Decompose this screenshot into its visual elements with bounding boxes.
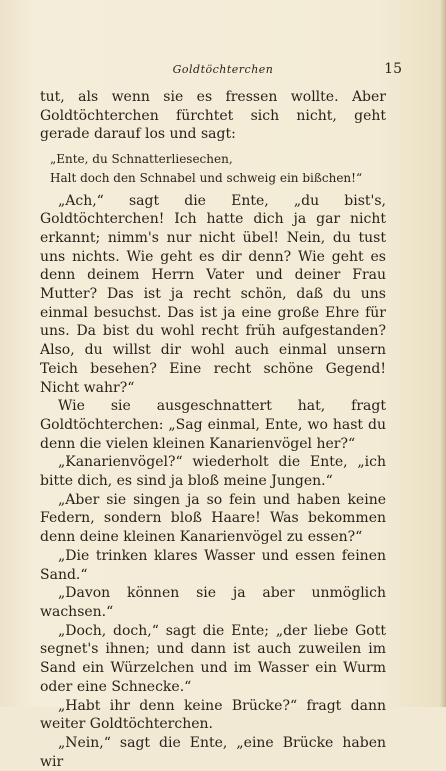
verse-line: Halt doch den Schnabel und schweig ein bißchen!“ <box>50 170 363 185</box>
running-title: Goldtöchterchen <box>172 63 274 76</box>
running-header <box>40 63 406 79</box>
page-number: 15 <box>384 61 402 77</box>
paragraph: „Davon können sie ja aber unmöglich wachsen.“ <box>40 585 386 620</box>
page-edge-shadow <box>440 0 446 707</box>
verse-block <box>40 150 386 187</box>
body-text <box>40 88 386 771</box>
paragraph: „Ach,“ sagt die Ente, „du bist's, Goldtöchterchen! Ich hatte dich ja gar nicht erkannt; nimm's nur nicht übel! Nein, du tust uns nichts. Wie geht es dir denn? Wie geht es denn deinem Herrn Vater und deiner Frau Mutter? Das ist ja recht schön, daß du uns einmal besuchst. Das ist ja eine große Ehre für uns. Da bist du wohl recht früh aufgestanden? Also, du willst dir wohl auch einmal unsern Teich besehen? Eine recht schöne Gegend! Nicht wahr?“ <box>40 192 386 396</box>
verse-line: „Ente, du Schnatterliesechen, <box>50 152 233 167</box>
paragraph: tut, als wenn sie es fressen wollte. Aber Goldtöchterchen fürchtet sich nicht, geht gerade darauf los und sagt: <box>40 89 386 143</box>
paragraph: Wie sie ausgeschnattert hat, fragt Goldtöchterchen: „Sag einmal, Ente, wo hast du denn die vielen kleinen Kanarienvögel her?“ <box>40 398 386 452</box>
paragraph: „Kanarienvögel?“ wiederholt die Ente, „ich bitte dich, es sind ja bloß meine Jungen.“ <box>40 454 386 490</box>
paragraph: „Habt ihr denn keine Brücke?“ fragt dann weiter Goldtöchterchen. <box>40 697 386 733</box>
paragraph: „Die trinken klares Wasser und essen feinen Sand.“ <box>40 547 386 583</box>
paragraph: „Doch, doch,“ sagt die Ente; „der liebe Gott segnet's ihnen; und dann ist auch zuweilen im Sand ein Würzelchen und im Wasser ein Wurm oder eine Schnecke.“ <box>40 622 386 695</box>
paragraph: „Aber sie singen ja so fein und haben keine Federn, sondern bloß Haare! Was bekommen denn deine kleinen Kanarienvögel zu essen?“ <box>40 491 386 546</box>
paragraph: „Nein,“ sagt die Ente, „eine Brücke haben wir <box>40 734 386 770</box>
